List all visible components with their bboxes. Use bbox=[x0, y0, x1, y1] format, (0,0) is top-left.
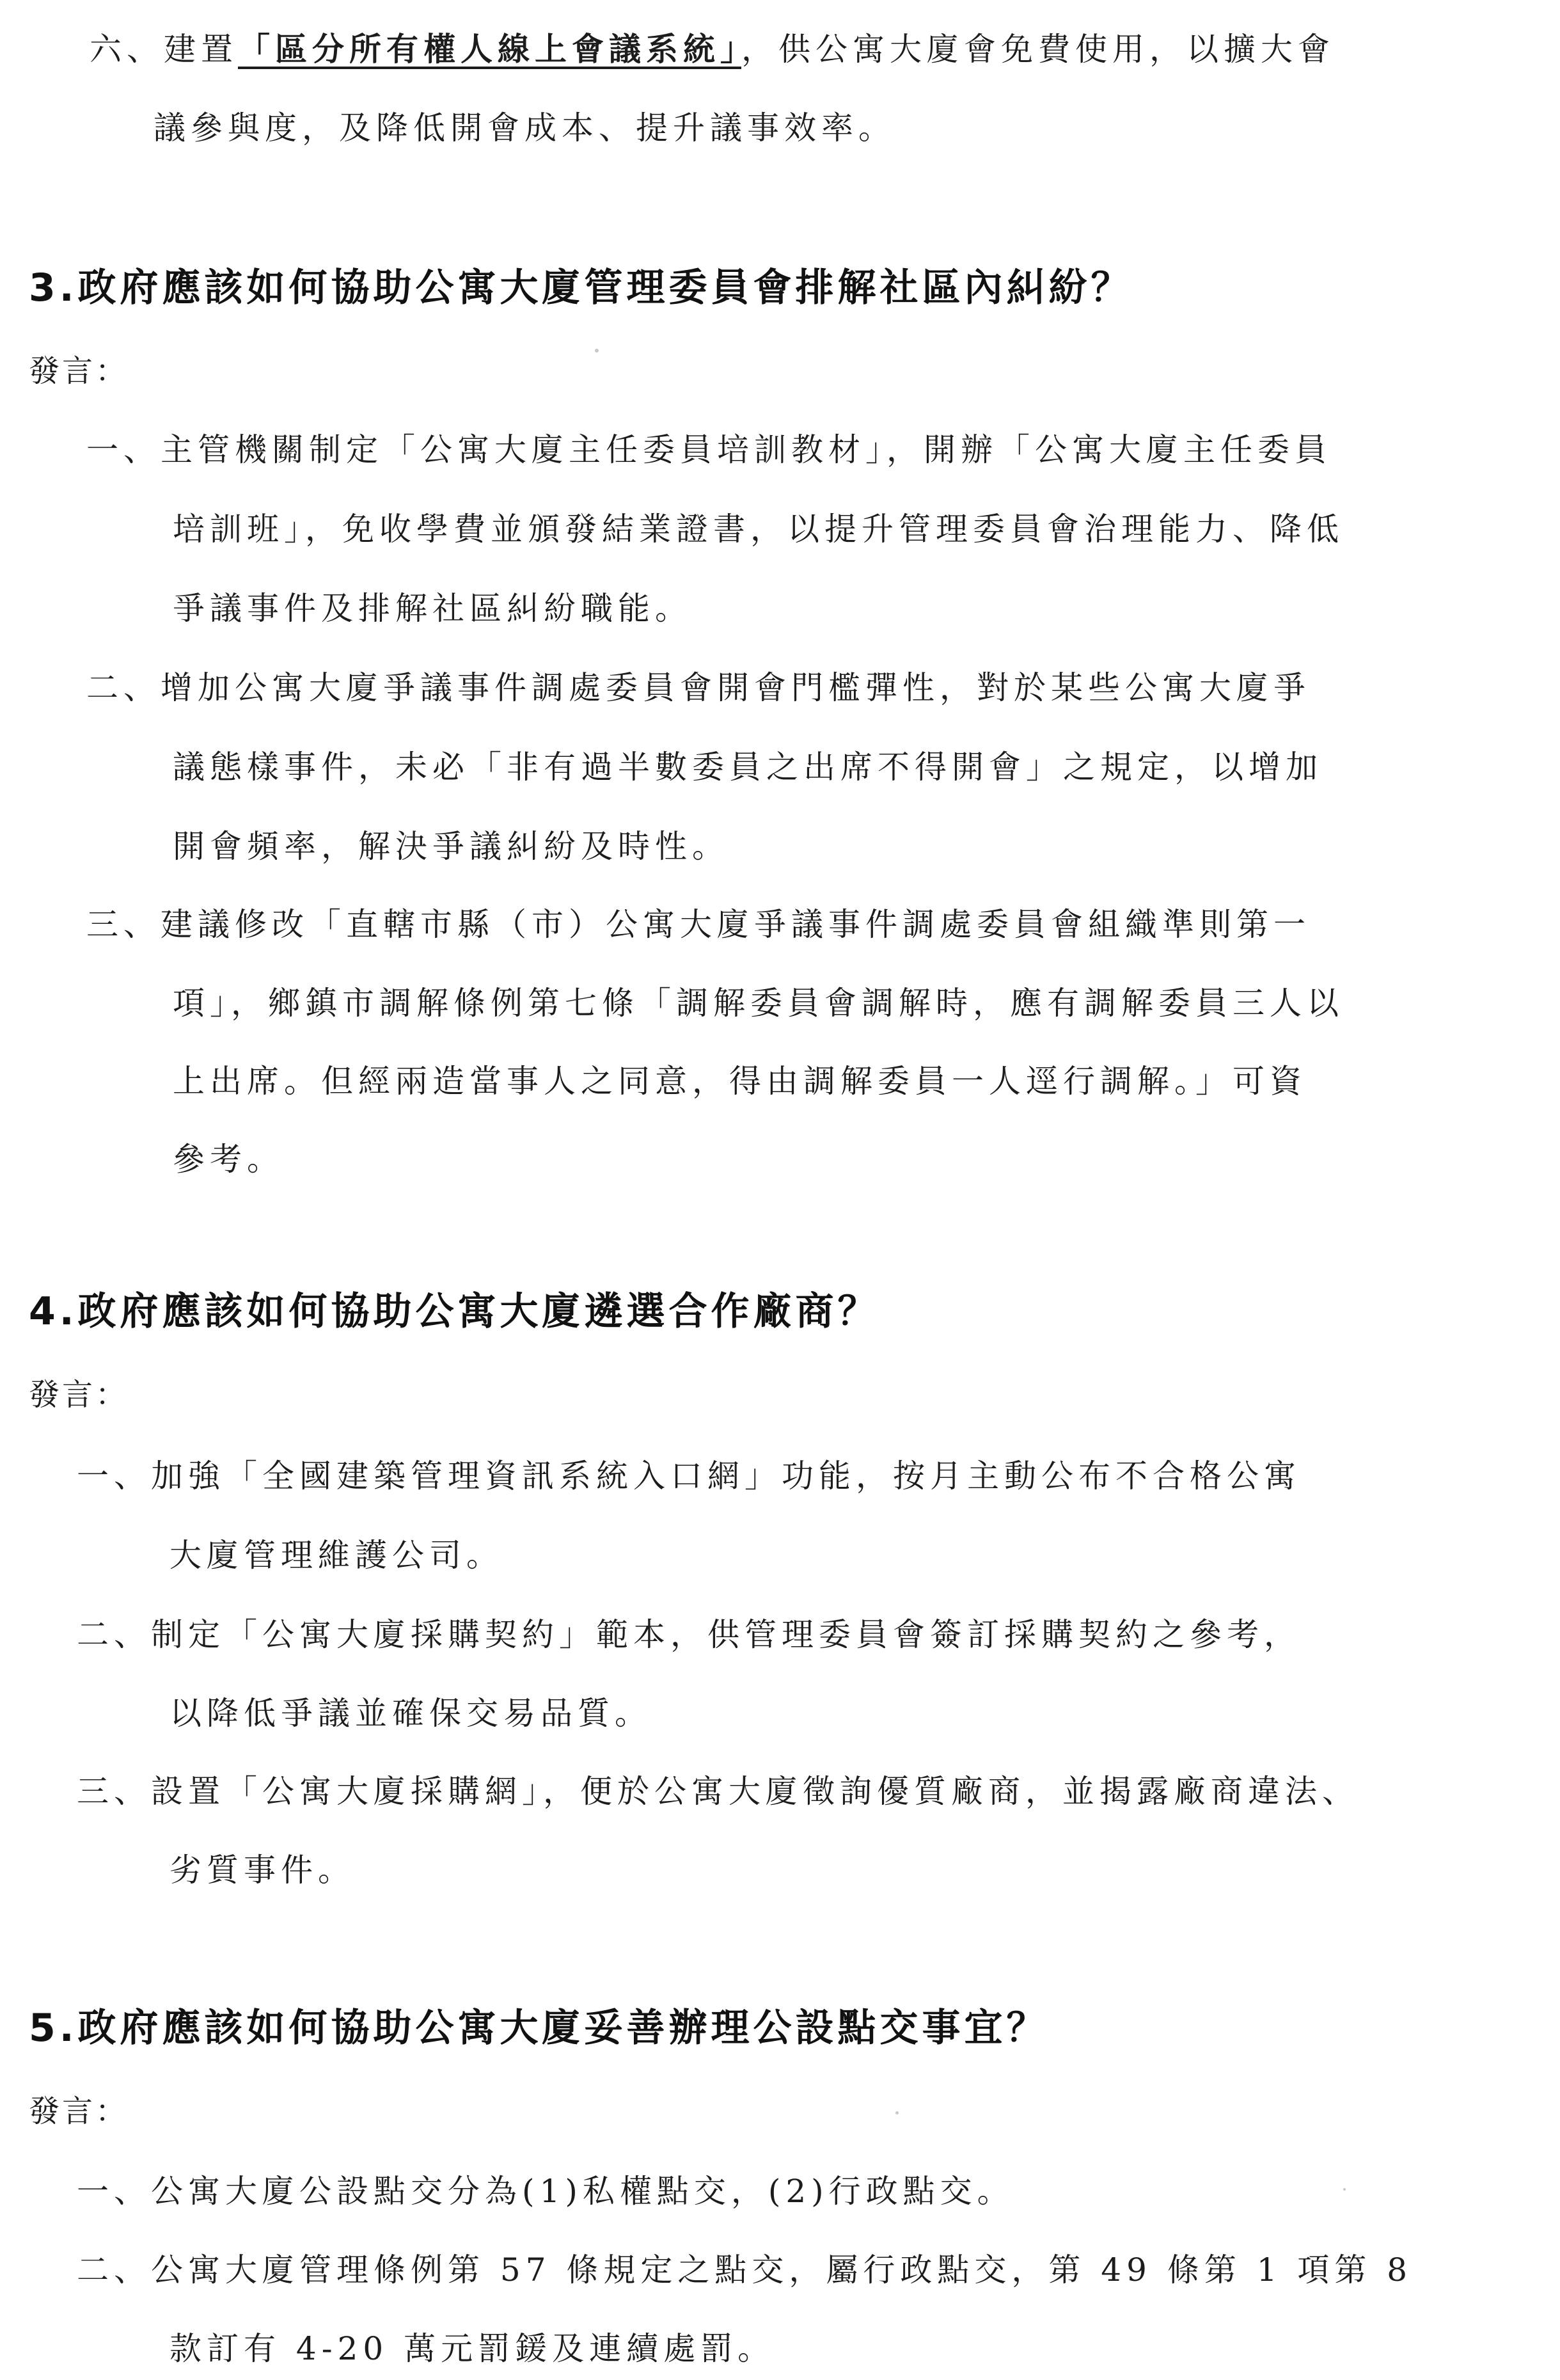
item-6-marker: 六、 bbox=[90, 31, 164, 68]
item-6-line-1 bbox=[90, 27, 1335, 72]
section-4-item-1-marker: 一、 bbox=[77, 1457, 151, 1495]
item-6-line-2: 議參與度，及降低開會成本、提升議事效率。 bbox=[154, 109, 895, 147]
section-3-item-2-line-3: 開會頻率，解決爭議糾紛及時性。 bbox=[173, 828, 729, 865]
section-4-item-3-line-1 bbox=[77, 1769, 1359, 1814]
section-3-item-3-marker: 三、 bbox=[86, 906, 161, 943]
item-6-text-after: ，供公寓大廈會免費使用，以擴大會 bbox=[741, 31, 1335, 68]
section-3-item-3-line-1 bbox=[86, 902, 1311, 947]
section-4-title: 4.政府應該如何協助公寓大廈遴選合作廠商？ bbox=[29, 1289, 880, 1334]
section-5-item-1-text: 公寓大廈公設點交分為(1)私權點交，(2)行政點交。 bbox=[151, 2173, 1014, 2210]
section-4-item-1-text: 加強「全國建築管理資訊系統入口網」功能，按月主動公布不合格公寓 bbox=[151, 1457, 1301, 1495]
online-meeting-system-emphasis: 「區分所有權人線上會議系統」 bbox=[238, 30, 741, 68]
section-4-speech-label: 發言： bbox=[29, 1377, 129, 1413]
section-3-item-3-line-3: 上出席。但經兩造當事人之同意，得由調解委員一人逕行調解。」可資 bbox=[173, 1063, 1307, 1100]
section-3-item-2-line-1 bbox=[86, 665, 1311, 710]
section-3-item-2-text: 增加公寓大廈爭議事件調處委員會開會門檻彈性，對於某些公寓大廈爭 bbox=[161, 669, 1311, 706]
section-3-item-2-line-2: 議態樣事件，未必「非有過半數委員之出席不得開會」之規定，以增加 bbox=[173, 749, 1323, 786]
section-4-item-2-marker: 二、 bbox=[77, 1616, 151, 1653]
section-5-item-1-line-1 bbox=[77, 2169, 1014, 2214]
section-5-item-2-text: 公寓大廈管理條例第 57 條規定之點交，屬行政點交，第 49 條第 1 項第 8 bbox=[151, 2251, 1413, 2289]
section-3-item-3-text: 建議修改「直轄市縣（市）公寓大廈爭議事件調處委員會組織準則第一 bbox=[161, 906, 1311, 943]
section-3-item-3-line-4: 參考。 bbox=[173, 1141, 284, 1178]
section-3-item-1-line-1 bbox=[86, 427, 1332, 472]
scan-speck bbox=[595, 349, 599, 353]
section-4-item-3-text: 設置「公寓大廈採購網」，便於公寓大廈徵詢優質廠商，並揭露廠商違法、 bbox=[151, 1773, 1359, 1810]
section-5-item-2-line-1 bbox=[77, 2248, 1412, 2292]
section-4-item-1-line-1 bbox=[77, 1454, 1301, 1498]
section-3-item-1-marker: 一、 bbox=[86, 431, 161, 468]
section-4-item-3-marker: 三、 bbox=[77, 1773, 151, 1810]
section-5-speech-label: 發言： bbox=[29, 2093, 129, 2129]
section-5-item-2-line-2: 款訂有 4-20 萬元罰鍰及連續處罰。 bbox=[169, 2330, 775, 2367]
section-3-item-3-line-2: 項」，鄉鎮市調解條例第七條「調解委員會調解時，應有調解委員三人以 bbox=[173, 985, 1344, 1022]
section-3-item-1-text: 主管機關制定「公寓大廈主任委員培訓教材」，開辦「公寓大廈主任委員 bbox=[161, 431, 1332, 468]
section-5-title: 5.政府應該如何協助公寓大廈妥善辦理公設點交事宜？ bbox=[29, 2006, 1049, 2051]
section-3-item-2-marker: 二、 bbox=[86, 669, 161, 706]
section-3-title: 3.政府應該如何協助公寓大廈管理委員會排解社區內糾紛？ bbox=[29, 266, 1133, 310]
section-4-item-3-line-2: 劣質事件。 bbox=[169, 1852, 355, 1889]
section-4-item-2-line-1 bbox=[77, 1612, 1301, 1657]
scan-speck bbox=[895, 2111, 899, 2114]
section-4-item-2-text: 制定「公寓大廈採購契約」範本，供管理委員會簽訂採購契約之參考， bbox=[151, 1616, 1301, 1653]
scan-speck bbox=[1343, 2188, 1346, 2191]
section-3-speech-label: 發言： bbox=[29, 353, 129, 389]
section-3-item-1-line-2: 培訓班」，免收學費並頒發結業證書，以提升管理委員會治理能力、降低 bbox=[173, 511, 1344, 548]
section-4-item-2-line-2: 以降低爭議並確保交易品質。 bbox=[169, 1695, 652, 1732]
section-4-item-1-line-2: 大廈管理維護公司。 bbox=[169, 1537, 503, 1574]
item-6-text-before: 建置 bbox=[164, 31, 238, 68]
section-5-item-2-marker: 二、 bbox=[77, 2251, 151, 2289]
section-3-item-1-line-3: 爭議事件及排解社區糾紛職能。 bbox=[173, 590, 692, 627]
section-5-item-1-marker: 一、 bbox=[77, 2173, 151, 2210]
